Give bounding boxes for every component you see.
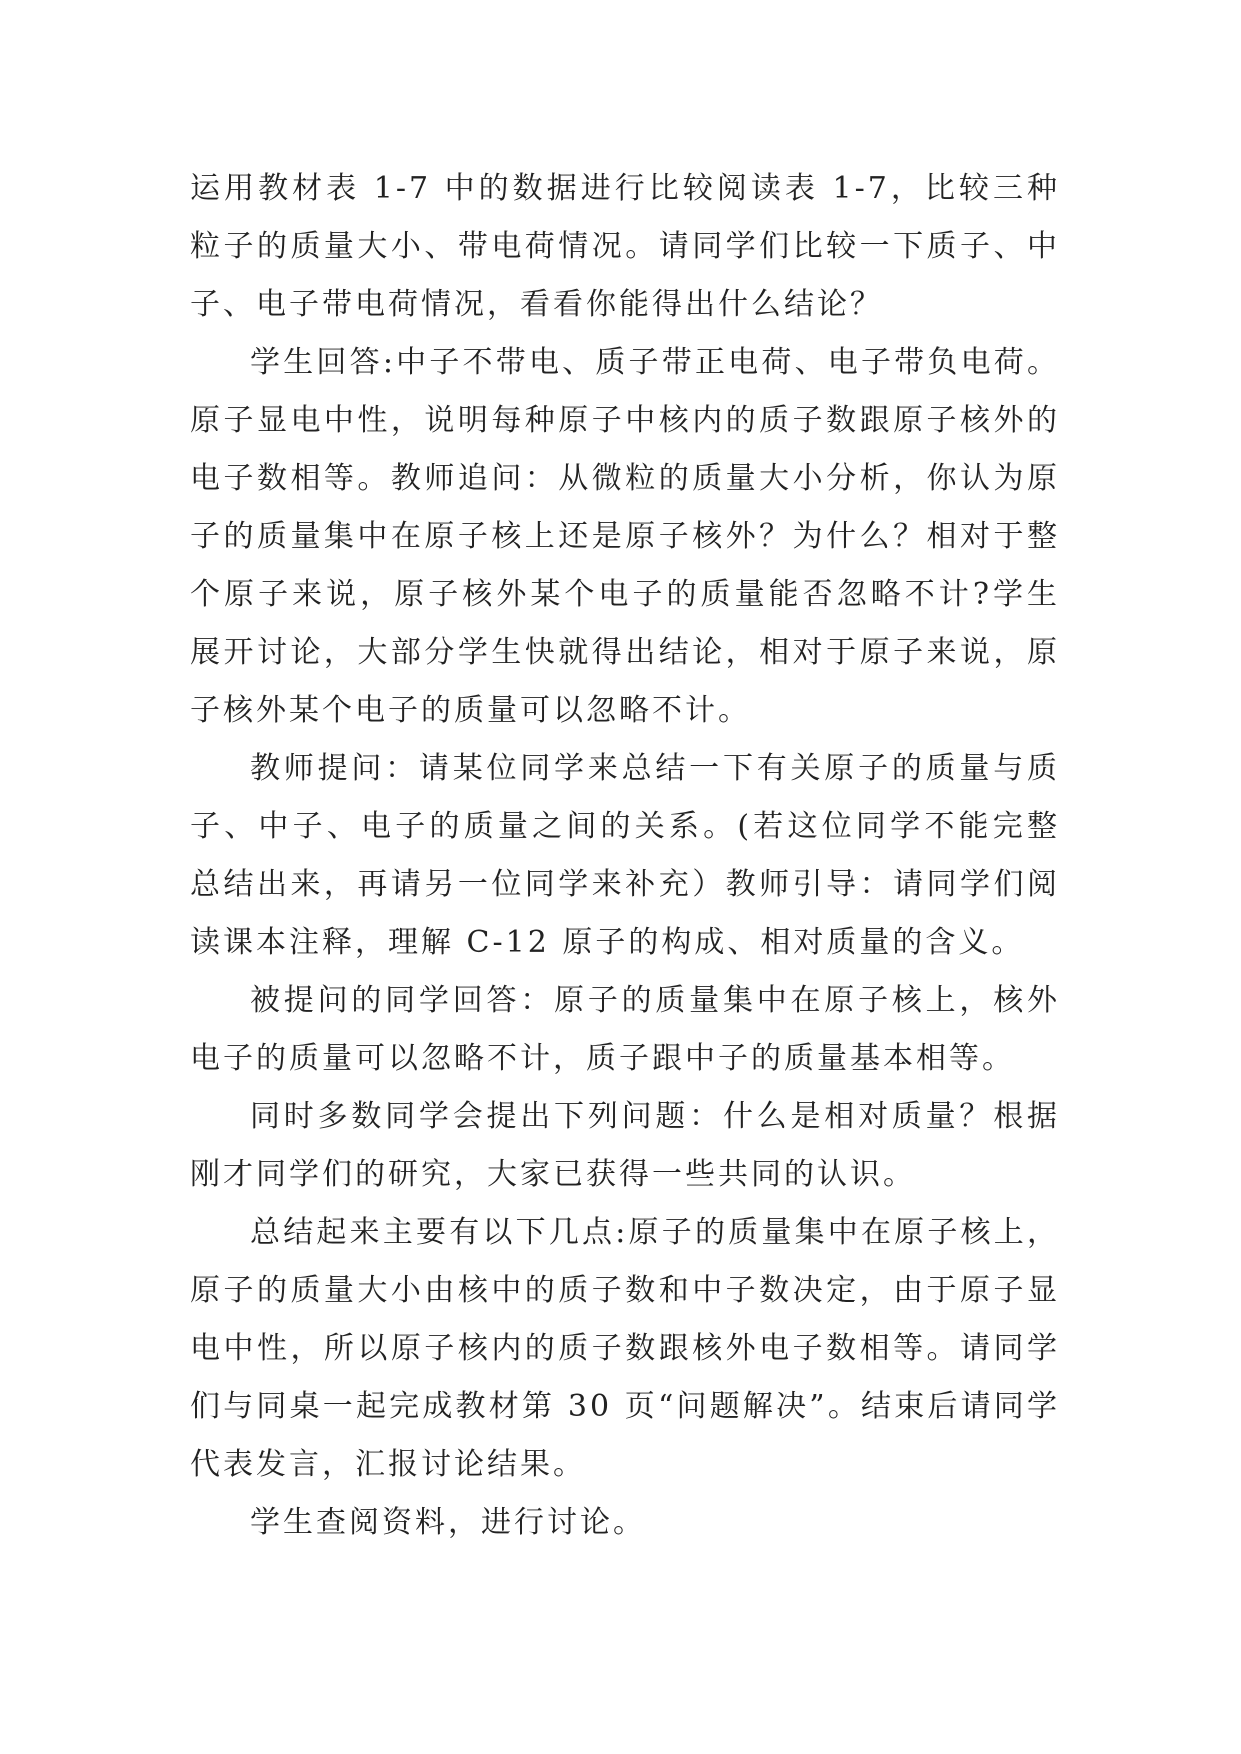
paragraph-6: 总结起来主要有以下几点:原子的质量集中在原子核上，原子的质量大小由核中的质子数和中子数决定，由于原子显电中性，所以原子核内的质子数跟核外电子数相等。请同学们与同桌一起完成教材第 30 页“问题解决”。结束后请同学代表发言，汇报讨论结果。 bbox=[190, 1215, 1060, 1482]
paragraph-1: 运用教材表 1-7 中的数据进行比较阅读表 1-7，比较三种粒子的质量大小、带电荷情况。请同学们比较一下质子、中子、电子带电荷情况，看看你能得出什么结论？ bbox=[190, 171, 1060, 322]
paragraph-3: 教师提问：请某位同学来总结一下有关原子的质量与质子、中子、电子的质量之间的关系。(若这位同学不能完整总结出来，再请另一位同学来补充）教师引导：请同学们阅读课本注释，理解 C-12 原子的构成、相对质量的含义。 bbox=[190, 751, 1060, 960]
document-body bbox=[190, 160, 1060, 1552]
paragraph-4: 被提问的同学回答：原子的质量集中在原子核上，核外电子的质量可以忽略不计，质子跟中子的质量基本相等。 bbox=[190, 983, 1060, 1076]
paragraph-5: 同时多数同学会提出下列问题：什么是相对质量？根据刚才同学们的研究，大家已获得一些共同的认识。 bbox=[190, 1099, 1060, 1192]
paragraph-2: 学生回答:中子不带电、质子带正电荷、电子带负电荷。原子显电中性，说明每种原子中核内的质子数跟原子核外的电子数相等。教师追问：从微粒的质量大小分析，你认为原子的质量集中在原子核上还是原子核外？为什么？相对于整个原子来说，原子核外某个电子的质量能否忽略不计?学生展开讨论，大部分学生快就得出结论，相对于原子来说，原子核外某个电子的质量可以忽略不计。 bbox=[190, 345, 1060, 728]
paragraph-7: 学生查阅资料，进行讨论。 bbox=[250, 1505, 646, 1540]
